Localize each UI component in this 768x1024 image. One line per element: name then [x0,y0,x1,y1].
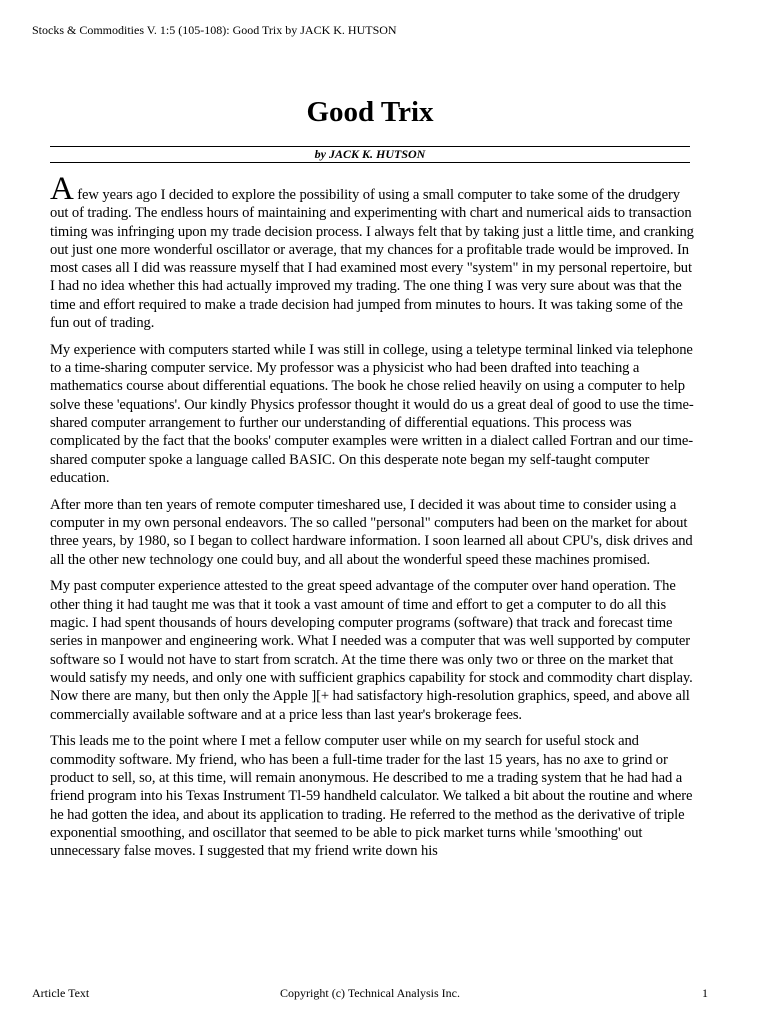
footer-section-label: Article Text [32,986,90,1000]
article-body [50,171,694,869]
paragraph-1 [50,171,694,332]
paragraph-3: After more than ten years of remote computer timeshared use, I decided it was about time to consider using a computer in my own personal endeavors. The so called "personal" computers had been on the market for about three years, by 1980, so I began to collect hardware information. I soon learned all about CPU's, disk drives and all the other new technology one could buy, and all about the wonderful speed these machines promised. [50,496,693,568]
footer-copyright: Copyright (c) Technical Analysis Inc. [280,986,460,1000]
running-head: Stocks & Commodities V. 1:5 (105-108): Good Trix by JACK K. HUTSON [32,23,397,37]
byline: by JACK K. HUTSON [314,147,426,161]
paragraph-1-text: few years ago I decided to explore the possibility of using a small computer to take some of the drudgery out of trading. The endless hours of maintaining and experimenting with chart and numerical aids to transaction timing was infringing upon my trade decision process. I always felt that by taking just a little time, and cranking out just one more wonderful oscillator or average, that my chances for a profitable trade would be improved. In most cases all I did was reassure myself that I had examined most every "system" in my personal repertoire, but I had no idea whether this had actually improved my trading. The one thing I was very sure about was that the time and effort required to make a trade decision had jumped from minutes to hours. It was taking some of the fun out of trading. [50,187,694,332]
paragraph-5: This leads me to the point where I met a fellow computer user while on my search for useful stock and commodity software. My friend, who has been a full-time trader for the last 15 years, has no axe to grind or product to sell, so, at this time, will remain anonymous. He described to me a trading system that he had had a friend program into his Texas Instrument Tl-59 handheld calculator. We talked a bit about the routine and where he had gotten the idea, and about its application to trading. He referred to the method as the derivative of triple exponential smoothing, and oscillator that seemed to be able to pick market turns while 'smoothing' out unnecessary false moves. I suggested that my friend write down his [50,733,693,860]
article-title: Good Trix [306,96,434,128]
page-number: 1 [702,986,708,1000]
paragraph-4: My past computer experience attested to the great speed advantage of the computer over hand operation. The other thing it had taught me was that it took a vast amount of time and effort to get a computer to do all this magic. I had spent thousands of hours developing computer programs (software) that track and forecast time series in manpower and engineering work. What I needed was a computer that was well supported by computer software so I would not have to start from scratch. At the time there was only two or three on the market that would satisfy my needs, and only one with sufficient graphics capability for stock and commodity chart display. Now there are many, but then only the Apple ][+ had satisfactory high-resolution graphics, speed, and above all commercially available software and at a price less than last year's brokerage fees. [50,578,693,723]
drop-cap: A [50,171,74,207]
title-rule-bottom [50,162,690,163]
paragraph-2: My experience with computers started while I was still in college, using a teletype terminal linked via telephone to a time-sharing computer service. My professor was a physicist who had been drafted into teaching a mathematics course about differential equations. The book he chose relied heavily on using a computer to help solve these 'equations'. Our kindly Physics professor thought it would do us a great deal of good to use the time-shared computer arrangement to further our understanding of differential equations. This process was complicated by the fact that the books' computer examples were written in a dialect called Fortran and our time-shared computer spoke a language called BASIC. On this desperate note began my self-taught computer education. [50,341,694,486]
